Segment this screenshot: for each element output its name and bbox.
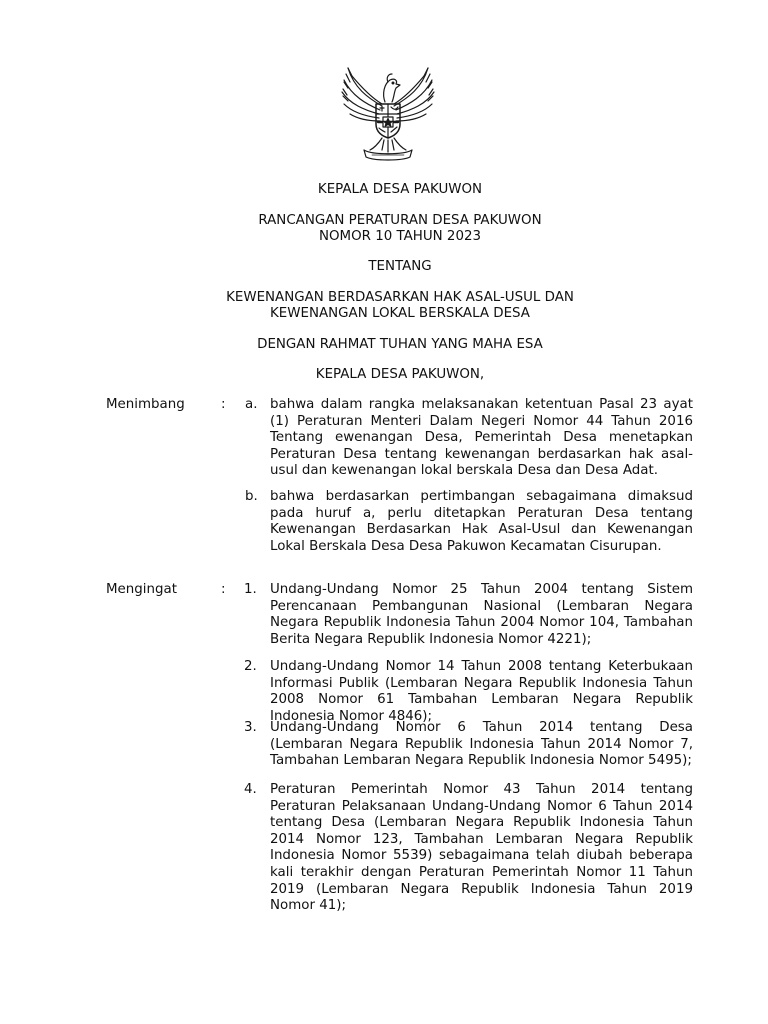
enacting-authority: KEPALA DESA PAKUWON, xyxy=(315,367,485,382)
item-marker: 4. xyxy=(244,782,257,797)
item-text: bahwa berdasarkan pertimbangan sebagaimana dimaksud pada huruf a, perlu ditetapkan Peraturan Desa tentang Kewenangan Berdasarkan Hak Asal-Usul dan Kewenangan Lokal Berskala Desa Desa Pakuwon Kecamatan Cisurupan. xyxy=(270,489,693,554)
item-text: Peraturan Pemerintah Nomor 43 Tahun 2014 tentang Peraturan Pelaksanaan Undang-Undang Nomor 6 Tahun 2014 tentang Desa (Lembaran Negara Republik Indonesia Tahun 2014 Nomor 123, Tambahan Lembaran Negara Republik Indonesia Nomor 5539) sebagaimana telah diubah beberapa kali terakhir dengan Peraturan Pemerintah Nomor 11 Tahun 2019 (Lembaran Negara Republik Indonesia Tahun 2019 Nomor 41); xyxy=(270,782,693,914)
item-marker: b. xyxy=(245,489,258,504)
item-marker: 3. xyxy=(244,720,257,735)
garuda-pancasila-emblem-icon xyxy=(338,58,438,164)
about-label: TENTANG xyxy=(368,259,432,274)
invocation-line: DENGAN RAHMAT TUHAN YANG MAHA ESA xyxy=(257,337,543,352)
mengingat-colon: : xyxy=(221,582,226,597)
item-marker: a. xyxy=(245,397,258,412)
item-marker: 1. xyxy=(244,582,257,597)
draft-regulation-title: RANCANGAN PERATURAN DESA PAKUWON xyxy=(258,213,542,228)
menimbang-colon: : xyxy=(221,397,226,412)
item-text: bahwa dalam rangka melaksanakan ketentuan Pasal 23 ayat (1) Peraturan Menteri Dalam Negeri Nomor 44 Tahun 2016 Tentang ewenangan Desa, Pemerintah Desa menetapkan Peraturan Desa tentang kewenangan berdasarkan hak asal-usul dan kewenangan lokal berskala Desa dan Desa Adat. xyxy=(270,397,693,479)
item-text: Undang-Undang Nomor 6 Tahun 2014 tentang Desa (Lembaran Negara Republik Indonesia Tahun 2014 Nomor 7, Tambahan Lembaran Negara Republik Indonesia Nomor 5495); xyxy=(270,720,693,769)
subject-line-2: KEWENANGAN LOKAL BERSKALA DESA xyxy=(270,306,530,321)
regulation-number: NOMOR 10 TAHUN 2023 xyxy=(318,229,482,244)
subject-line-1: KEWENANGAN BERDASARKAN HAK ASAL-USUL DAN xyxy=(226,290,574,305)
item-text: Undang-Undang Nomor 25 Tahun 2004 tentang Sistem Perencanaan Pembangunan Nasional (Lembaran Negara Negara Republik Indonesia Tahun 2004 Nomor 104, Tambahan Berita Negara Republik Indonesia Nomor 4221); xyxy=(270,582,693,647)
item-marker: 2. xyxy=(244,659,257,674)
mengingat-label: Mengingat xyxy=(106,582,177,597)
issuing-authority-heading: KEPALA DESA PAKUWON xyxy=(317,182,483,197)
menimbang-label: Menimbang xyxy=(106,397,185,412)
item-text: Undang-Undang Nomor 14 Tahun 2008 tentang Keterbukaan Informasi Publik (Lembaran Negara Republik Indonesia Tahun 2008 Nomor 61 Tambahan Lembaran Negara Republik Indonesia Nomor 4846); xyxy=(270,659,693,724)
